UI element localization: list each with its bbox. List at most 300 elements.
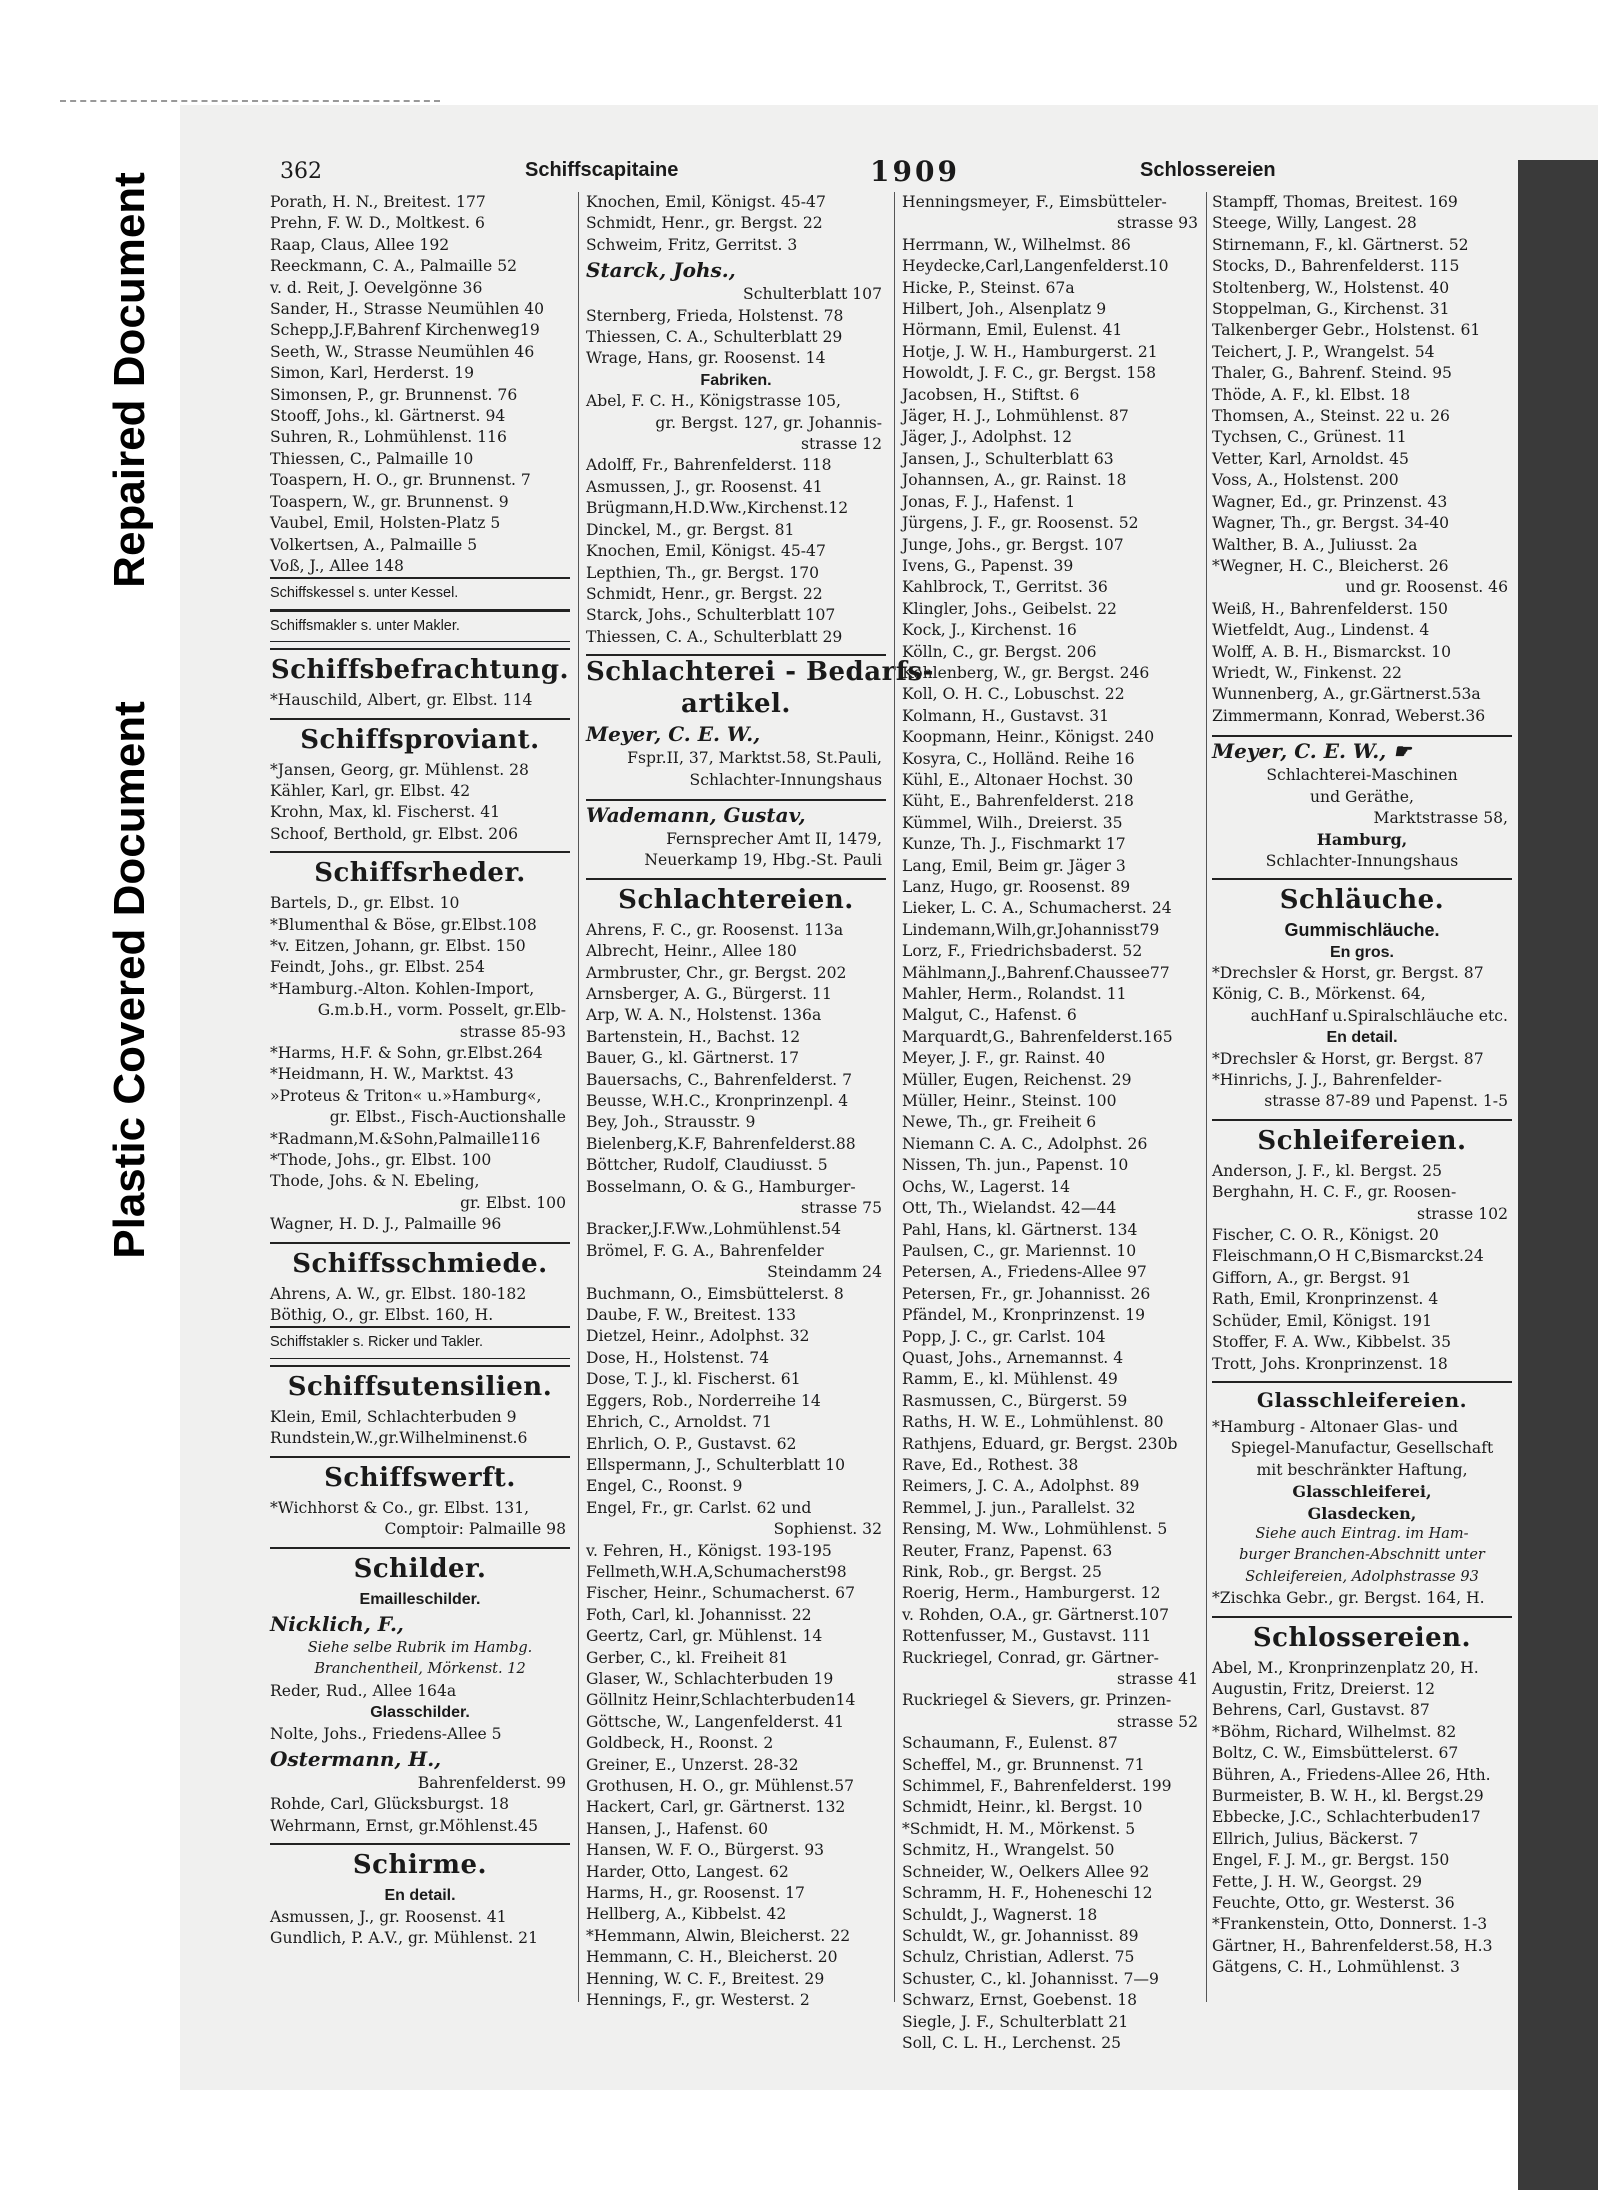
entry-continuation: gr. Bergst. 127, gr. Johannis- xyxy=(655,413,882,432)
entry-continuation: und gr. Roosenst. 46 xyxy=(1345,578,1508,597)
list-item: Ochs, W., Lagerst. 14 xyxy=(902,1177,1070,1196)
list-item: Buchmann, O., Eimsbüttelerst. 8 xyxy=(586,1284,844,1303)
list-item: Vetter, Karl, Arnoldst. 45 xyxy=(1212,449,1409,468)
list-item: Lindemann,Wilh,gr.Johannisst79 xyxy=(902,920,1160,939)
list-item: Schmitz, H., Wrangelst. 50 xyxy=(902,1841,1115,1860)
list-item: Eggers, Rob., Norderreihe 14 xyxy=(586,1391,821,1410)
entry-continuation: strasse 41 xyxy=(1116,1670,1198,1689)
list-item: Junge, Johs., gr. Bergst. 107 xyxy=(902,535,1124,554)
list-item: Ahrens, F. C., gr. Roosenst. 113a xyxy=(586,920,844,939)
list-item: Wrage, Hans, gr. Roosenst. 14 xyxy=(586,349,826,368)
list-item: Marquardt,G., Bahrenfelderst.165 xyxy=(902,1027,1173,1046)
advert-line: Schlachterei-Maschinen xyxy=(1266,766,1458,785)
binding-edge xyxy=(1518,160,1598,2190)
list-item: *Blumenthal & Böse, gr.Elbst.108 xyxy=(270,915,537,934)
list-item: Schulz, Christian, Adlerst. 75 xyxy=(902,1948,1135,1967)
list-item: Gerber, C., kl. Freiheit 81 xyxy=(586,1648,789,1667)
list-item: Kölln, C., gr. Bergst. 206 xyxy=(902,642,1097,661)
list-item: Stocks, D., Bahrenfelderst. 115 xyxy=(1212,257,1460,276)
list-item: Harder, Otto, Langest. 62 xyxy=(586,1862,789,1881)
list-item: Engel, C., Roonst. 9 xyxy=(586,1477,743,1496)
list-item: Schuster, C., kl. Johannisst. 7—9 xyxy=(902,1969,1159,1988)
list-item: Abel, F. C. H., Königstrasse 105, xyxy=(586,392,841,411)
list-item: Dietzel, Heinr., Adolphst. 32 xyxy=(586,1327,810,1346)
list-item: Hackert, Carl, gr. Gärtnerst. 132 xyxy=(586,1798,846,1817)
list-item: »Proteus & Triton« u.»Hamburg«, xyxy=(270,1086,542,1105)
list-item: Mählmann,J.,Bahrenf.Chaussee77 xyxy=(902,963,1170,982)
list-item: Tychsen, C., Grünest. 11 xyxy=(1212,428,1407,447)
list-item: Bosselmann, O. & G., Hamburger- xyxy=(586,1177,856,1196)
list-item: *Hinrichs, J. J., Bahrenfelder- xyxy=(1212,1071,1442,1090)
list-item: Thode, Johs. & N. Ebeling, xyxy=(270,1172,480,1191)
list-item: Ellspermann, J., Schulterblatt 10 xyxy=(586,1455,846,1474)
list-item: Fellmeth,W.H.A,Schumacherst98 xyxy=(586,1562,847,1581)
list-item: Kohlenberg, W., gr. Bergst. 246 xyxy=(902,663,1150,682)
list-item: Engel, Fr., gr. Carlst. 62 und xyxy=(586,1498,812,1517)
list-item: Vaubel, Emil, Holsten-Platz 5 xyxy=(270,514,501,533)
list-item: Stirnemann, F., kl. Gärtnerst. 52 xyxy=(1212,235,1469,254)
entry-continuation: gr. Elbst., Fisch-Auctionshalle xyxy=(329,1108,566,1127)
entry-continuation: gr. Elbst. 100 xyxy=(460,1193,566,1212)
list-item: Rensing, M. Ww., Lohmühlenst. 5 xyxy=(902,1520,1168,1539)
entry-continuation: G.m.b.H., vorm. Posselt, gr.Elb- xyxy=(317,1001,566,1020)
column-1 xyxy=(270,192,570,2002)
advert-name: Wademann, Gustav, xyxy=(586,799,886,829)
list-item: Kümmel, Wilh., Dreierst. 35 xyxy=(902,813,1123,832)
entry-continuation: Schulterblatt 107 xyxy=(743,285,882,304)
list-item: Kosyra, C., Holländ. Reihe 16 xyxy=(902,749,1135,768)
list-item: Zimmermann, Konrad, Weberst.36 xyxy=(1212,706,1486,725)
list-item: Voß, J., Allee 148 xyxy=(270,556,404,575)
column-divider xyxy=(1206,192,1207,2002)
list-item: Dinckel, M., gr. Bergst. 81 xyxy=(586,520,795,539)
cross-reference: Schiffstakler s. Ricker und Takler. xyxy=(270,1326,570,1358)
entry-continuation: Fspr.II, 37, Marktst.58, St.Pauli, xyxy=(627,749,882,768)
advert-name: Ostermann, H., xyxy=(270,1746,442,1771)
advert-name: Starck, Johs., xyxy=(586,258,736,283)
list-item: Reimers, J. C. A., Adolphst. 89 xyxy=(902,1477,1140,1496)
list-item: Schimmel, F., Bahrenfelderst. 199 xyxy=(902,1777,1172,1796)
list-item: Reder, Rud., Allee 164a xyxy=(270,1681,457,1700)
plastic-covered-label: Plastic Covered Document xyxy=(105,701,154,1259)
advert-bold-line: Hamburg, xyxy=(1316,830,1408,850)
list-item: *Zischka Gebr., gr. Bergst. 164, H. xyxy=(1212,1589,1485,1608)
list-item: Schuldt, J., Wagnerst. 18 xyxy=(902,1905,1098,1924)
list-item: *Thode, Johs., gr. Elbst. 100 xyxy=(270,1151,492,1170)
list-item: Meyer, J. F., gr. Rainst. 40 xyxy=(902,1049,1106,1068)
list-item: *Harms, H.F. & Sohn, gr.Elbst.264 xyxy=(270,1044,543,1062)
list-item: Koopmann, Heinr., Königst. 240 xyxy=(902,728,1155,747)
list-item: Pfändel, M., Kronprinzenst. 19 xyxy=(902,1306,1146,1325)
section-heading: artikel. xyxy=(681,689,791,720)
entry-continuation: Bahrenfelderst. 99 xyxy=(417,1773,566,1792)
list-item: Anderson, J. F., kl. Bergst. 25 xyxy=(1212,1161,1443,1180)
list-item: Henning, W. C. F., Breitest. 29 xyxy=(586,1969,825,1988)
list-item: Rohde, Carl, Glücksburgst. 18 xyxy=(270,1795,510,1814)
entry-continuation: strasse 52 xyxy=(1116,1712,1198,1731)
list-item: Schmidt, Henr., gr. Bergst. 22 xyxy=(586,584,823,603)
list-item: Rottenfusser, M., Gustavst. 111 xyxy=(902,1627,1152,1646)
list-item: *Wegner, H. C., Bleicherst. 26 xyxy=(1212,556,1449,575)
advert-note: Siehe auch Eintrag. im Ham- xyxy=(1255,1525,1469,1542)
column-divider xyxy=(894,192,895,2002)
list-item: Porath, H. N., Breitest. 177 xyxy=(270,193,486,211)
list-item: Behrens, Carl, Gustavst. 87 xyxy=(1212,1701,1430,1720)
list-item: Wagner, H. D. J., Palmaille 96 xyxy=(270,1215,502,1234)
list-item: Hotje, J. W. H., Hamburgerst. 21 xyxy=(902,342,1158,361)
list-item: Lanz, Hugo, gr. Roosenst. 89 xyxy=(902,878,1131,896)
list-item: Fleischmann,O H C,Bismarckst.24 xyxy=(1212,1247,1484,1266)
entry-continuation: strasse 12 xyxy=(800,435,882,454)
list-item: Göttsche, W., Langenfelderst. 41 xyxy=(586,1712,845,1731)
entry-continuation: auchHanf u.Spiralschläuche etc. xyxy=(1250,1006,1508,1025)
entry-continuation: strasse 87-89 und Papenst. 1-5 xyxy=(1264,1092,1508,1111)
list-item: Popp, J. C., gr. Carlst. 104 xyxy=(902,1327,1106,1346)
list-item: Starck, Johs., Schulterblatt 107 xyxy=(586,606,836,625)
column-4 xyxy=(1212,192,1512,2002)
running-head-right: Schlossereien xyxy=(1140,159,1276,181)
list-item: Wolff, A. B. H., Bismarckst. 10 xyxy=(1212,642,1451,661)
list-item: Gundlich, P. A.V., gr. Mühlenst. 21 xyxy=(270,1928,539,1947)
list-item: Petersen, A., Friedens-Allee 97 xyxy=(902,1263,1147,1282)
list-item: Müller, Heinr., Steinst. 100 xyxy=(902,1092,1117,1111)
list-item: Kähler, Karl, gr. Elbst. 42 xyxy=(270,781,471,800)
list-item: Dose, H., Holstenst. 74 xyxy=(586,1348,770,1367)
list-item: Hansen, W. F. O., Bürgerst. 93 xyxy=(586,1841,825,1860)
list-item: Schüder, Emil, Königst. 191 xyxy=(1212,1311,1433,1330)
section-heading: Schiffsbefrachtung. xyxy=(270,648,570,690)
list-item: Petersen, Fr., gr. Johannisst. 26 xyxy=(902,1284,1151,1303)
list-item: Daube, F. W., Breitest. 133 xyxy=(586,1306,797,1325)
list-item: Paulsen, C., gr. Mariennst. 10 xyxy=(902,1241,1137,1260)
list-item: Hicke, P., Steinst. 67a xyxy=(902,278,1075,297)
column-divider xyxy=(578,192,579,2002)
list-item: Newe, Th., gr. Freiheit 6 xyxy=(902,1113,1097,1132)
list-item: Schaumann, F., Eulenst. 87 xyxy=(902,1734,1118,1753)
section-heading: Schlachtereien. xyxy=(586,878,886,920)
list-item: Klein, Emil, Schlachterbuden 9 xyxy=(270,1407,517,1426)
list-item: Kahlbrock, T., Gerritst. 36 xyxy=(902,578,1108,597)
list-item: Bühren, A., Friedens-Allee 26, Hth. xyxy=(1212,1765,1491,1784)
section-heading: Schirme. xyxy=(270,1843,570,1885)
list-item: v. d. Reit, J. Oevelgönne 36 xyxy=(270,278,483,297)
list-item: Stoppelman, G., Kirchenst. 31 xyxy=(1212,300,1450,319)
list-item: Howoldt, J. F. C., gr. Bergst. 158 xyxy=(902,364,1157,383)
list-item: Bauer, G., kl. Gärtnerst. 17 xyxy=(586,1049,800,1068)
list-item: Walther, B. A., Juliusst. 2a xyxy=(1212,535,1418,554)
advert-name: Meyer, C. E. W., xyxy=(586,722,761,747)
list-item: Knochen, Emil, Königst. 45-47 xyxy=(586,542,826,561)
list-item: *Schmidt, H. M., Mörkenst. 5 xyxy=(902,1819,1136,1838)
list-item: Schoof, Berthold, gr. Elbst. 206 xyxy=(270,824,519,843)
subheading: En detail. xyxy=(384,1887,456,1905)
list-item: Voss, A., Holstenst. 200 xyxy=(1212,471,1399,490)
subheading: Gummischläuche. xyxy=(1284,920,1440,941)
section-heading: Glasschleifereien. xyxy=(1212,1381,1512,1417)
list-item: Wriedt, W., Finkenst. 22 xyxy=(1212,663,1402,682)
list-item: Beusse, W.H.C., Kronprinzenpl. 4 xyxy=(586,1092,849,1110)
list-item: Jäger, H. J., Lohmühlenst. 87 xyxy=(902,407,1129,426)
list-item: *Wichhorst & Co., gr. Elbst. 131, xyxy=(270,1498,530,1517)
list-item: Steege, Willy, Langest. 28 xyxy=(1212,214,1417,233)
list-item: *Hamburg - Altonaer Glas- und xyxy=(1212,1417,1459,1436)
list-item: Schweim, Fritz, Gerritst. 3 xyxy=(586,235,798,254)
list-item: Schwarz, Ernst, Goebenst. 18 xyxy=(902,1991,1138,2010)
list-item: Jäger, J., Adolphst. 12 xyxy=(902,428,1072,447)
list-item: Wagner, Ed., gr. Prinzenst. 43 xyxy=(1212,492,1448,511)
section-heading: Schiffsutensilien. xyxy=(270,1365,570,1407)
list-item: Roerig, Herm., Hamburgerst. 12 xyxy=(902,1584,1161,1603)
list-item: Stooff, Johs., kl. Gärtnerst. 94 xyxy=(270,407,506,426)
list-item: Hemmann, C. H., Bleicherst. 20 xyxy=(586,1948,838,1967)
list-item: Jacobsen, H., Stiftst. 6 xyxy=(902,385,1080,404)
list-item: Grothusen, H. O., gr. Mühlenst.57 xyxy=(586,1777,855,1795)
list-item: Stampff, Thomas, Breitest. 169 xyxy=(1212,193,1458,211)
entry-continuation: strasse 85-93 xyxy=(459,1022,566,1041)
list-item: Scheffel, M., gr. Brunnenst. 71 xyxy=(902,1755,1145,1774)
entry-continuation: Marktstrasse 58, xyxy=(1373,808,1508,827)
list-item: Abel, M., Kronprinzenplatz 20, H. xyxy=(1212,1658,1479,1677)
list-item: Albrecht, Heinr., Allee 180 xyxy=(586,942,797,961)
list-item: Thiessen, C., Palmaille 10 xyxy=(270,449,474,468)
list-item: Brügmann,H.D.Ww.,Kirchenst.12 xyxy=(586,499,849,518)
list-item: Talkenberger Gebr., Holstenst. 61 xyxy=(1212,321,1481,340)
advert-bold-line: Glasdecken, xyxy=(1307,1503,1417,1523)
list-item: Geertz, Carl, gr. Mühlenst. 14 xyxy=(586,1627,823,1646)
list-item: Thaler, G., Bahrenf. Steind. 95 xyxy=(1212,364,1452,383)
list-item: *Hamburg.-Alton. Kohlen-Import, xyxy=(270,979,535,998)
list-item: *Radmann,M.&Sohn,Palmaille116 xyxy=(270,1129,541,1148)
list-item: Fischer, Heinr., Schumacherst. 67 xyxy=(586,1584,856,1603)
list-item: Rave, Ed., Rothest. 38 xyxy=(902,1455,1079,1474)
advert-note: Schleifereien, Adolphstrasse 93 xyxy=(1245,1568,1479,1585)
list-item: Ahrens, A. W., gr. Elbst. 180-182 xyxy=(270,1284,527,1303)
subheading: En gros. xyxy=(1329,943,1394,961)
advert-note: Branchentheil, Mörkenst. 12 xyxy=(314,1661,526,1678)
list-item: Sander, H., Strasse Neumühlen 40 xyxy=(270,300,545,319)
list-item: Koll, O. H. C., Lobuschst. 22 xyxy=(902,685,1125,704)
list-item: Bartenstein, H., Bachst. 12 xyxy=(586,1027,801,1046)
list-item: Arnsberger, A. G., Bürgerst. 11 xyxy=(586,984,832,1003)
list-item: Suhren, R., Lohmühlenst. 116 xyxy=(270,428,507,447)
subheading: En detail. xyxy=(1326,1029,1398,1047)
list-item: Kühl, E., Altonaer Hochst. 30 xyxy=(902,770,1134,789)
list-item: Müller, Eugen, Reichenst. 29 xyxy=(902,1070,1132,1089)
list-item: Thiessen, C. A., Schulterblatt 29 xyxy=(586,627,843,646)
list-item: Feuchte, Otto, gr. Westerst. 36 xyxy=(1212,1894,1455,1913)
advert-line: Schlachter-Innungshaus xyxy=(1265,851,1459,870)
advert-note: Siehe selbe Rubrik im Hambg. xyxy=(307,1639,533,1656)
list-item: Böttcher, Rudolf, Claudiusst. 5 xyxy=(586,1156,828,1175)
list-item: König, C. B., Mörkenst. 64, xyxy=(1212,985,1426,1004)
list-item: Stoffer, F. A. Ww., Kibbelst. 35 xyxy=(1212,1333,1452,1352)
list-item: Gätgens, C. H., Lohmühlenst. 3 xyxy=(1212,1958,1460,1977)
list-item: Rundstein,W.,gr.Wilhelminenst.6 xyxy=(270,1429,528,1448)
subheading: Glasschilder. xyxy=(370,1704,470,1722)
list-item: Stoltenberg, W., Holstenst. 40 xyxy=(1212,278,1450,297)
page-year: 1909 xyxy=(870,155,960,188)
list-item: Nissen, Th. jun., Papenst. 10 xyxy=(902,1156,1129,1175)
section-heading: Schiffsrheder. xyxy=(270,851,570,893)
list-item: Mahler, Herm., Rolandst. 11 xyxy=(902,985,1127,1004)
list-item: Armbruster, Chr., gr. Bergst. 202 xyxy=(586,963,847,982)
list-item: Herrmann, W., Wilhelmst. 86 xyxy=(902,235,1131,254)
entry-continuation: Steindamm 24 xyxy=(767,1263,882,1282)
list-item: Fette, J. H. W., Georgst. 29 xyxy=(1212,1872,1423,1891)
list-item: Hellberg, A., Kibbelst. 42 xyxy=(586,1905,787,1924)
list-item: Arp, W. A. N., Holstenst. 136a xyxy=(586,1006,822,1025)
list-item: Wietfeldt, Aug., Lindenst. 4 xyxy=(1212,621,1430,640)
list-item: Ramm, E., kl. Mühlenst. 49 xyxy=(902,1370,1118,1389)
running-head-left: Schiffscapitaine xyxy=(525,159,679,181)
section-heading: Schleifereien. xyxy=(1212,1119,1512,1161)
advert-note: burger Branchen-Abschnitt unter xyxy=(1239,1547,1485,1564)
list-item: Kolmann, H., Gustavst. 31 xyxy=(902,706,1110,725)
list-item: Kock, J., Kirchenst. 16 xyxy=(902,621,1077,640)
advert-line: mit beschränkter Haftung, xyxy=(1256,1460,1468,1479)
section-heading: Schilder. xyxy=(270,1547,570,1589)
list-item: *Hemmann, Alwin, Bleicherst. 22 xyxy=(586,1926,851,1945)
list-item: Ellrich, Julius, Bäckerst. 7 xyxy=(1212,1829,1419,1848)
list-item: Wagner, Th., gr. Bergst. 34-40 xyxy=(1212,514,1450,533)
list-item: Ehrlich, O. P., Gustavst. 62 xyxy=(586,1434,797,1453)
list-item: Thöde, A. F., kl. Elbst. 18 xyxy=(1212,385,1411,404)
list-item: Rath, Emil, Kronprinzenst. 4 xyxy=(1212,1290,1439,1309)
list-item: Adolff, Fr., Bahrenfelderst. 118 xyxy=(586,456,832,475)
list-item: Gärtner, H., Bahrenfelderst.58, H.3 xyxy=(1212,1936,1493,1955)
list-item: Wehrmann, Ernst, gr.Möhlenst.45 xyxy=(270,1816,539,1835)
advert-line: Spiegel-Manufactur, Gesellschaft xyxy=(1230,1439,1494,1458)
page-header xyxy=(280,155,1500,189)
section-heading: Schläuche. xyxy=(1212,878,1512,920)
advert-name: Meyer, C. E. W., ☛ xyxy=(1212,735,1512,765)
list-item: Siegle, J. F., Schulterblatt 21 xyxy=(902,2012,1129,2031)
cross-reference: Schiffskessel s. unter Kessel. xyxy=(270,577,570,609)
list-item: Weiß, H., Bahrenfelderst. 150 xyxy=(1212,599,1448,618)
list-item: Volkertsen, A., Palmaille 5 xyxy=(270,535,478,554)
list-item: *Drechsler & Horst, gr. Bergst. 87 xyxy=(1212,1049,1484,1068)
cross-reference: Schiffsmakler s. unter Makler. xyxy=(270,610,570,642)
list-item: Klingler, Johs., Geibelst. 22 xyxy=(902,599,1117,618)
list-item: Niemann C. A. C., Adolphst. 26 xyxy=(902,1134,1148,1153)
list-item: Greiner, E., Unzerst. 28-32 xyxy=(586,1755,799,1774)
list-item: Fischer, C. O. R., Königst. 20 xyxy=(1212,1226,1439,1245)
list-item: Glaser, W., Schlachterbuden 19 xyxy=(586,1669,834,1688)
list-item: Jonas, F. J., Hafenst. 1 xyxy=(902,492,1076,511)
list-item: Ivens, G., Papenst. 39 xyxy=(902,556,1074,575)
list-item: Lorz, F., Friedrichsbaderst. 52 xyxy=(902,942,1143,961)
list-item: Lepthien, Th., gr. Bergst. 170 xyxy=(586,563,820,582)
entry-continuation: strasse 102 xyxy=(1417,1204,1508,1223)
entry-continuation: strasse 93 xyxy=(1116,214,1198,233)
list-item: Ebbecke, J.C., Schlachterbuden17 xyxy=(1212,1808,1481,1827)
directory-page xyxy=(270,150,1510,2050)
tear-line xyxy=(60,100,440,102)
list-item: Raths, H. W. E., Lohmühlenst. 80 xyxy=(902,1413,1164,1432)
list-item: Harms, H., gr. Roosenst. 17 xyxy=(586,1884,805,1903)
list-item: Foth, Carl, kl. Johannisst. 22 xyxy=(586,1605,812,1624)
entry-continuation: Schlachter-Innungshaus xyxy=(689,770,882,789)
list-item: Teichert, J. P., Wrangelst. 54 xyxy=(1212,342,1435,361)
list-item: Gifforn, A., gr. Bergst. 91 xyxy=(1212,1268,1412,1287)
list-item: Brömel, F. G. A., Bahrenfelder xyxy=(586,1241,824,1260)
column-3 xyxy=(902,192,1202,2052)
list-item: Schramm, H. F., Hoheneschi 12 xyxy=(902,1884,1153,1903)
list-item: Schuldt, W., gr. Johannisst. 89 xyxy=(902,1926,1139,1945)
list-item: Rink, Rob., gr. Bergst. 25 xyxy=(902,1563,1102,1581)
list-item: Bracker,J.F.Ww.,Lohmühlenst.54 xyxy=(586,1220,842,1239)
list-item: Remmel, J. jun., Parallelst. 32 xyxy=(902,1498,1136,1517)
list-item: Goldbeck, H., Roonst. 2 xyxy=(586,1734,774,1753)
list-item: Lieker, L. C. A., Schumacherst. 24 xyxy=(902,899,1172,918)
list-item: Bielenberg,K.F, Bahrenfelderst.88 xyxy=(586,1134,856,1153)
list-item: Pahl, Hans, kl. Gärtnerst. 134 xyxy=(902,1220,1138,1239)
list-item: Reeckmann, C. A., Palmaille 52 xyxy=(270,257,518,276)
list-item: Ehrich, C., Arnoldst. 71 xyxy=(586,1413,772,1432)
entry-continuation: Sophienst. 32 xyxy=(773,1520,882,1539)
entry-continuation: Comptoir: Palmaille 98 xyxy=(384,1520,566,1539)
list-item: Bey, Joh., Strausstr. 9 xyxy=(586,1113,756,1132)
list-item: Malgut, C., Hafenst. 6 xyxy=(902,1006,1077,1025)
list-item: Jürgens, J. F., gr. Roosenst. 52 xyxy=(902,514,1139,533)
list-item: Böthig, O., gr. Elbst. 160, H. xyxy=(270,1306,494,1325)
list-item: Heydecke,Carl,Langenfelderst.10 xyxy=(902,257,1169,276)
column-2 xyxy=(586,192,934,2010)
page-number: 362 xyxy=(280,159,322,184)
subheading: Fabriken. xyxy=(700,371,772,389)
list-item: Thomsen, A., Steinst. 22 u. 26 xyxy=(1212,407,1450,426)
list-item: Göllnitz Heinr,Schlachterbuden14 xyxy=(586,1691,856,1710)
advert-bold-line: Glasschleiferei, xyxy=(1292,1482,1432,1502)
list-item: Sternberg, Frieda, Holstenst. 78 xyxy=(586,306,844,325)
section-heading: Schiffsschmiede. xyxy=(270,1242,570,1284)
list-item: Kunze, Th. J., Fischmarkt 17 xyxy=(902,835,1126,854)
list-item: Engel, F. J. M., gr. Bergst. 150 xyxy=(1212,1851,1450,1870)
list-item: Ott, Th., Wielandst. 42—44 xyxy=(902,1199,1117,1218)
list-item: Boltz, C. W., Eimsbüttelerst. 67 xyxy=(1212,1744,1459,1763)
entry-continuation: Fernsprecher Amt II, 1479, xyxy=(666,829,882,848)
list-item: Küht, E., Bahrenfelderst. 218 xyxy=(902,792,1134,811)
section-heading: Schlachterei - Bedarfs- xyxy=(586,654,886,688)
list-item: Simon, Karl, Herderst. 19 xyxy=(270,364,475,383)
list-item: Seeth, W., Strasse Neumühlen 46 xyxy=(270,342,535,361)
list-item: Rasmussen, C., Bürgerst. 59 xyxy=(902,1391,1128,1410)
list-item: v. Rohden, O.A., gr. Gärtnerst.107 xyxy=(902,1605,1169,1624)
list-item: Soll, C. L. H., Lerchenst. 25 xyxy=(902,2033,1122,2052)
repaired-document-label: Repaired Document xyxy=(105,172,155,588)
list-item: Lang, Emil, Beim gr. Jäger 3 xyxy=(902,856,1126,875)
list-item: Ruckriegel & Sievers, gr. Prinzen- xyxy=(902,1691,1172,1710)
list-item: Augustin, Fritz, Dreierst. 12 xyxy=(1212,1679,1436,1698)
list-item: Quast, Johs., Arnemannst. 4 xyxy=(902,1348,1124,1367)
list-item: Henningsmeyer, F., Eimsbütteler- xyxy=(902,193,1167,211)
entry-continuation: strasse 75 xyxy=(800,1199,882,1218)
section-heading: Schiffswerft. xyxy=(270,1456,570,1498)
list-item: Johannsen, A., gr. Rainst. 18 xyxy=(902,471,1127,490)
list-item: *v. Eitzen, Johann, gr. Elbst. 150 xyxy=(270,936,526,955)
list-item: Bartels, D., gr. Elbst. 10 xyxy=(270,894,460,913)
list-item: Trott, Johs. Kronprinzenst. 18 xyxy=(1212,1354,1448,1373)
list-item: Raap, Claus, Allee 192 xyxy=(270,235,450,254)
list-item: *Frankenstein, Otto, Donnerst. 1-3 xyxy=(1212,1915,1488,1934)
list-item: Prehn, F. W. D., Moltkest. 6 xyxy=(270,214,485,233)
list-item: Thiessen, C. A., Schulterblatt 29 xyxy=(586,328,843,347)
list-item: Berghahn, H. C. F., gr. Roosen- xyxy=(1212,1183,1457,1202)
section-heading: Schlossereien. xyxy=(1212,1616,1512,1658)
list-item: Asmussen, J., gr. Roosenst. 41 xyxy=(270,1907,507,1926)
list-item: Hennings, F., gr. Westerst. 2 xyxy=(586,1991,810,2010)
list-item: *Jansen, Georg, gr. Mühlenst. 28 xyxy=(270,760,529,779)
